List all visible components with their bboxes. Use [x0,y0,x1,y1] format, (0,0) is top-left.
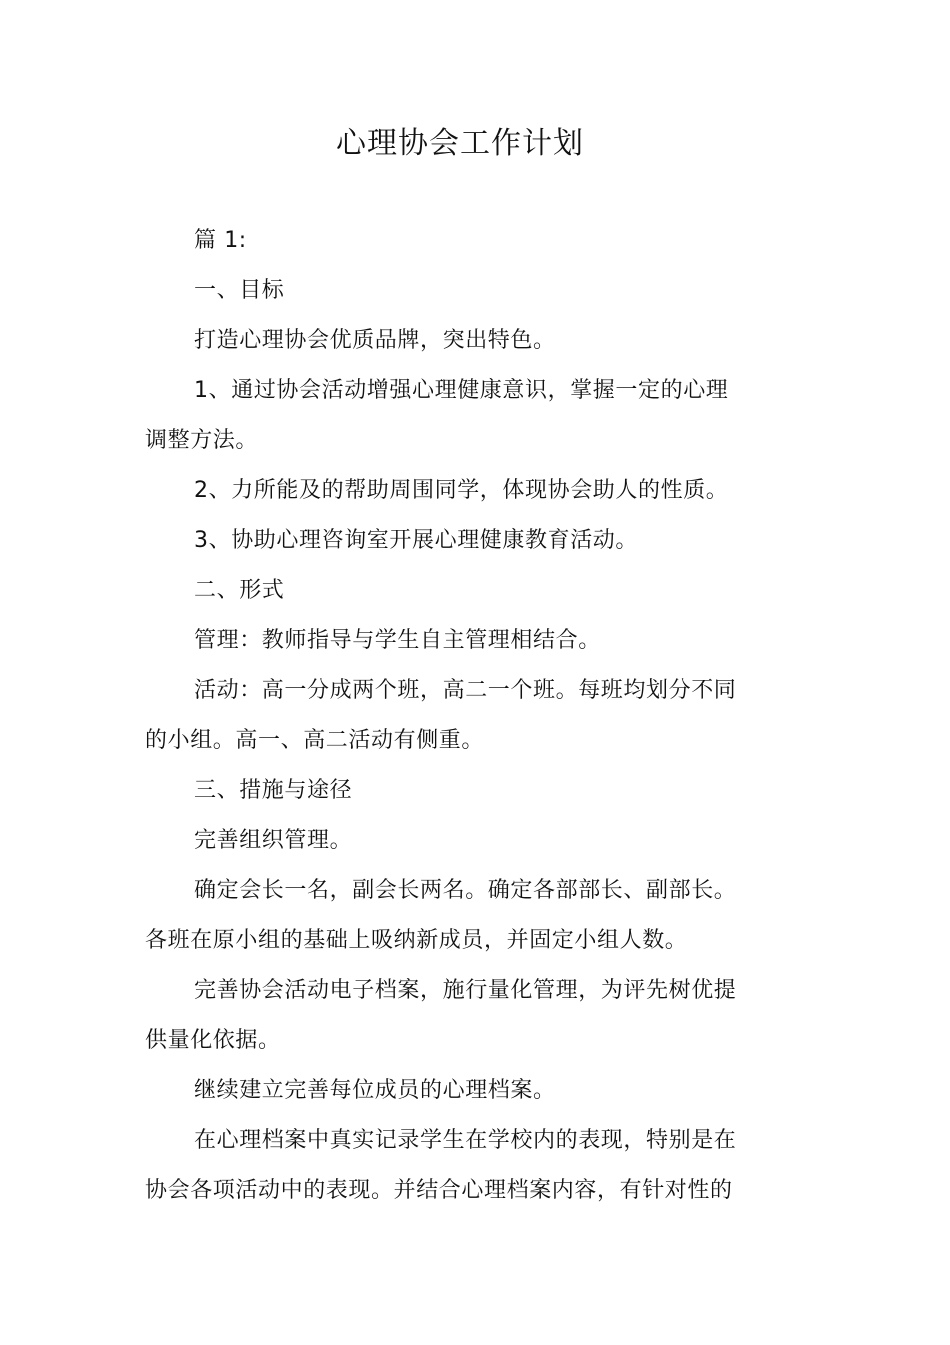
paragraph-line: 继续建立完善每位成员的心理档案。 [194,1078,556,1103]
paragraph-line: 打造心理协会优质品牌，突出特色。 [194,328,556,353]
paragraph-line: 3、协助心理咨询室开展心理健康教育活动。 [194,528,638,553]
paragraph-line: 1、通过协会活动增强心理健康意识，掌握一定的心理 [194,378,729,403]
paragraph-line: 供量化依据。 [145,1028,281,1053]
paragraph-line: 活动：高一分成两个班，高二一个班。每班均划分不同 [194,678,737,703]
paragraph-line: 完善协会活动电子档案，施行量化管理，为评先树优提 [194,978,737,1003]
paragraph-line: 协会各项活动中的表现。并结合心理档案内容，有针对性的 [145,1178,733,1203]
heading-goals: 一、目标 [194,278,285,303]
paragraph-line: 在心理档案中真实记录学生在学校内的表现，特别是在 [194,1128,737,1153]
document-title: 心理协会工作计划 [336,126,584,161]
paragraph-line: 各班在原小组的基础上吸纳新成员，并固定小组人数。 [145,928,688,953]
heading-measures: 三、措施与途径 [194,778,353,803]
heading-form: 二、形式 [194,578,285,603]
paragraph-line: 调整方法。 [145,428,259,453]
paragraph-line: 的小组。高一、高二活动有侧重。 [145,728,485,753]
paragraph-line: 确定会长一名，副会长两名。确定各部部长、副部长。 [194,878,737,903]
section-label: 篇 1: [194,228,247,253]
paragraph-line: 管理：教师指导与学生自主管理相结合。 [194,628,601,653]
document-body [145,216,755,1216]
paragraph-line: 2、力所能及的帮助周围同学，体现协会助人的性质。 [194,478,729,503]
paragraph-line: 完善组织管理。 [194,828,353,853]
